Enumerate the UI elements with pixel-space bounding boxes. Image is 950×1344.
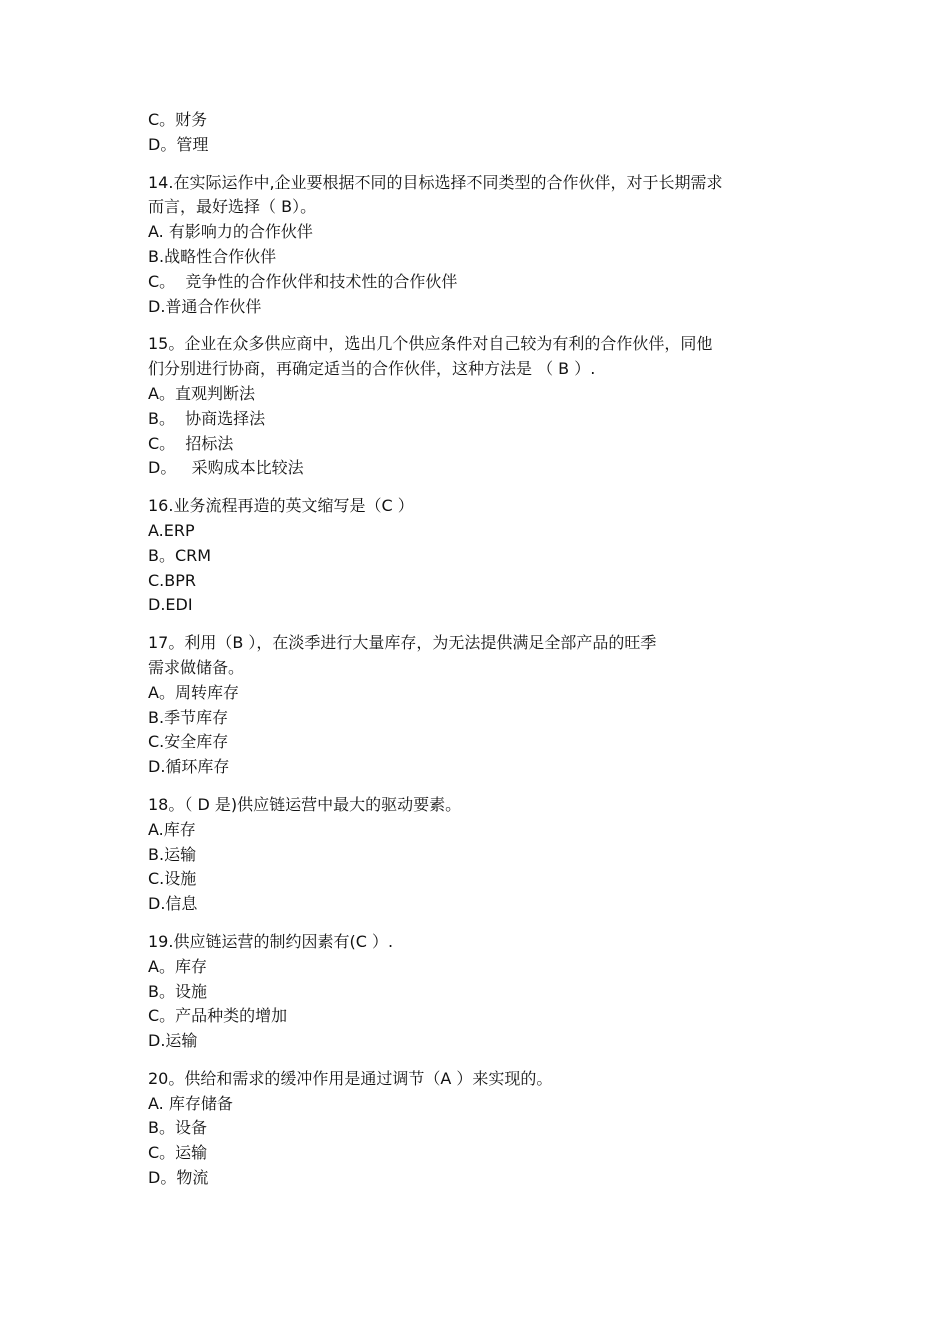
option-d: D.循环库存	[148, 757, 230, 777]
option-b: B。CRM	[148, 545, 212, 565]
intro-options	[148, 108, 788, 158]
option-b: B.运输	[148, 844, 197, 864]
option-d: D.信息	[148, 894, 198, 914]
option-c: C。 招标法	[148, 433, 234, 453]
question-19	[148, 930, 788, 1054]
option-b: B。设施	[148, 981, 207, 1001]
option-a: A.ERP	[148, 520, 195, 540]
question-stem: 14.在实际运作中,企业要根据不同的目标选择不同类型的合作伙伴，对于长期需求	[148, 172, 723, 192]
option-c: C。产品种类的增加	[148, 1006, 288, 1026]
option-c: C。财务	[148, 110, 208, 129]
option-d: D。 采购成本比较法	[148, 458, 304, 478]
option-d: D。管理	[148, 134, 209, 154]
option-a: A. 有影响力的合作伙伴	[148, 222, 313, 242]
option-a: A。周转库存	[148, 682, 239, 702]
option-c: C.安全库存	[148, 732, 229, 752]
option-a: A。库存	[148, 956, 207, 976]
question-stem: 15。企业在众多供应商中，选出几个供应条件对自己较为有利的合作伙伴，同他	[148, 334, 713, 354]
option-a: A. 库存储备	[148, 1093, 233, 1113]
question-16	[148, 494, 788, 618]
option-a: A。直观判断法	[148, 383, 255, 403]
option-d: D。物流	[148, 1168, 209, 1188]
option-c: C.设施	[148, 869, 197, 889]
option-d: D.普通合作伙伴	[148, 296, 262, 316]
option-d: D.运输	[148, 1031, 198, 1051]
question-20	[148, 1067, 788, 1191]
question-15	[148, 332, 788, 481]
question-18	[148, 793, 788, 917]
option-b: B.战略性合作伙伴	[148, 246, 277, 266]
option-c: C.BPR	[148, 570, 196, 590]
question-stem: 而言，最好选择（ B）。	[148, 197, 317, 217]
question-stem: 20。供给和需求的缓冲作用是通过调节（A ）来实现的。	[148, 1068, 553, 1088]
document-page	[148, 108, 788, 1191]
question-17	[148, 631, 788, 780]
question-stem: 18。（ D 是)供应链运营中最大的驱动要素。	[148, 794, 462, 814]
question-14	[148, 171, 788, 320]
option-d: D.EDI	[148, 595, 193, 615]
option-c: C。 竞争性的合作伙伴和技术性的合作伙伴	[148, 271, 458, 291]
option-b: B。设备	[148, 1118, 207, 1138]
question-stem: 们分别进行协商，再确定适当的合作伙伴，这种方法是 （ B ）.	[148, 359, 596, 379]
option-c: C。运输	[148, 1143, 208, 1163]
question-stem: 16.业务流程再造的英文缩写是（C ）	[148, 496, 414, 516]
option-b: B。 协商选择法	[148, 408, 266, 428]
question-stem: 需求做储备。	[148, 657, 245, 677]
option-b: B.季节库存	[148, 707, 229, 727]
question-stem: 17。利用（B ），在淡季进行大量库存，为无法提供满足全部产品的旺季	[148, 633, 657, 653]
question-stem: 19.供应链运营的制约因素有(C ）.	[148, 931, 394, 951]
option-a: A.库存	[148, 819, 196, 839]
